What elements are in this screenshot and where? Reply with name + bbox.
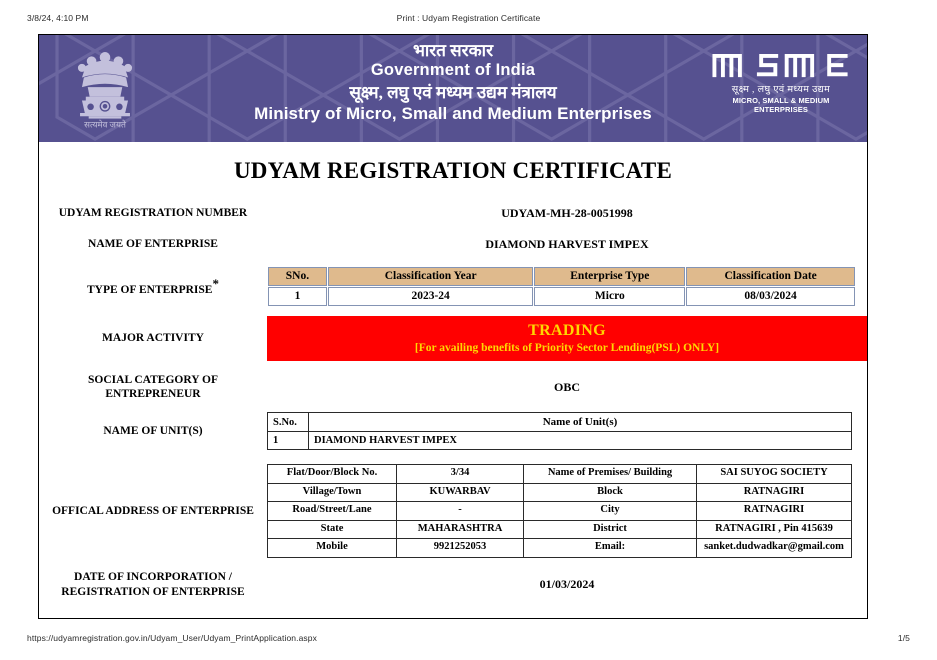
cell-value-state: MAHARASHTRA xyxy=(397,520,524,539)
table-row xyxy=(268,465,852,484)
ministry-english: Ministry of Micro, Small and Medium Enterprises xyxy=(254,103,652,123)
cell-key-email: Email: xyxy=(524,539,697,558)
col-header-unit-sno: S.No. xyxy=(268,413,309,432)
label-major-activity: MAJOR ACTIVITY xyxy=(102,332,204,345)
value-name-of-enterprise: DIAMOND HARVEST IMPEX xyxy=(485,236,649,251)
cell-value-mobile: 9921252053 xyxy=(397,539,524,558)
print-footer-page-number: 1/5 xyxy=(897,633,910,643)
row-official-address xyxy=(39,464,867,558)
msme-logo-hindi: सूक्ष्म , लघु एवं मध्यम उद्यम xyxy=(731,85,831,95)
print-footer-url: https://udyamregistration.gov.in/Udyam_User/Udyam_PrintApplication.aspx xyxy=(27,633,317,643)
msme-wordmark-icon xyxy=(709,46,853,80)
col-header-classification-year: Classification Year xyxy=(328,267,534,286)
print-header xyxy=(0,13,937,25)
value-social-category: OBC xyxy=(553,379,580,394)
ministry-hindi: सूक्ष्म, लघु एवं मध्यम उद्यम मंत्रालय xyxy=(349,82,557,102)
cell-sno: 1 xyxy=(268,287,327,306)
table-row xyxy=(268,287,855,306)
table-row xyxy=(268,539,852,558)
col-header-enterprise-type: Enterprise Type xyxy=(534,267,685,286)
value-official-address xyxy=(267,464,867,558)
row-date-of-incorporation xyxy=(39,570,867,600)
col-header-unit-name: Name of Unit(s) xyxy=(309,413,852,432)
label-name-of-units: NAME OF UNIT(S) xyxy=(103,424,203,437)
cell-value-block: RATNAGIRI xyxy=(697,483,852,502)
gov-india-hindi: भारत सरकार xyxy=(412,41,494,60)
cell-value-premises-building: SAI SUYOG SOCIETY xyxy=(697,465,852,484)
cell-unit-name: DIAMOND HARVEST IMPEX xyxy=(309,432,852,450)
table-row xyxy=(268,432,852,450)
print-footer xyxy=(0,633,937,645)
cell-value-flat-door-block: 3/34 xyxy=(397,465,524,484)
major-activity-banner xyxy=(267,316,867,361)
cell-key-premises-building: Name of Premises/ Building xyxy=(524,465,697,484)
label-name-of-enterprise: NAME OF ENTERPRISE xyxy=(88,237,218,250)
value-type-of-enterprise xyxy=(267,266,867,307)
table-header-row xyxy=(268,267,855,286)
value-major-activity xyxy=(267,316,867,361)
gov-india-english: Government of India xyxy=(370,61,536,79)
units-table xyxy=(267,412,852,450)
label-type-of-enterprise xyxy=(39,276,267,297)
cell-key-village-town: Village/Town xyxy=(268,483,397,502)
row-name-of-enterprise xyxy=(39,234,867,254)
row-social-category xyxy=(39,371,867,403)
table-header-row xyxy=(268,413,852,432)
print-header-date: 3/8/24, 4:10 PM xyxy=(27,13,89,23)
cell-value-city: RATNAGIRI xyxy=(697,502,852,521)
table-row xyxy=(268,483,852,502)
row-name-of-units xyxy=(39,412,867,450)
label-udyam-registration-number: UDYAM REGISTRATION NUMBER xyxy=(58,206,248,219)
certificate-document xyxy=(38,34,868,619)
cell-key-road-street-lane: Road/Street/Lane xyxy=(268,502,397,521)
print-header-title: Print : Udyam Registration Certificate xyxy=(396,13,541,23)
row-udyam-registration-number xyxy=(39,203,867,223)
mandatory-asterisk: * xyxy=(212,275,219,291)
msme-logo xyxy=(709,46,853,114)
major-activity-value: TRADING xyxy=(528,322,606,339)
label-official-address: OFFICAL ADDRESS OF ENTERPRISE xyxy=(52,504,254,517)
table-row xyxy=(268,520,852,539)
cell-classification-year: 2023-24 xyxy=(328,287,534,306)
cell-value-road-street-lane: - xyxy=(397,502,524,521)
cell-classification-date: 08/03/2024 xyxy=(686,287,855,306)
value-date-of-incorporation: 01/03/2024 xyxy=(539,577,595,592)
page-title: UDYAM REGISTRATION CERTIFICATE xyxy=(233,158,672,183)
col-header-classification-date: Classification Date xyxy=(686,267,855,286)
classification-table xyxy=(267,266,856,307)
row-major-activity xyxy=(39,316,867,361)
col-header-sno: SNo. xyxy=(268,267,327,286)
cell-key-district: District xyxy=(524,520,697,539)
row-type-of-enterprise xyxy=(39,266,867,307)
cell-key-flat-door-block: Flat/Door/Block No. xyxy=(268,465,397,484)
value-udyam-registration-number: UDYAM-MH-28-0051998 xyxy=(501,205,633,220)
major-activity-note: [For availing benefits of Priority Sector Lending(PSL) ONLY] xyxy=(414,342,720,354)
emblem-caption: सत्यमेव जयते xyxy=(84,119,126,130)
label-social-category: SOCIAL CATEGORY OF ENTREPRENEUR xyxy=(88,373,218,400)
label-date-of-incorporation: DATE OF INCORPORATION / REGISTRATION OF ENTERPRISE xyxy=(61,570,245,598)
certificate-banner xyxy=(39,35,867,142)
cell-unit-sno: 1 xyxy=(268,432,309,450)
cell-key-block: Block xyxy=(524,483,697,502)
cell-value-district: RATNAGIRI , Pin 415639 xyxy=(697,520,852,539)
cell-enterprise-type: Micro xyxy=(534,287,685,306)
value-name-of-units xyxy=(267,412,867,450)
cell-key-city: City xyxy=(524,502,697,521)
table-row xyxy=(268,502,852,521)
address-table xyxy=(267,464,852,558)
cell-key-state: State xyxy=(268,520,397,539)
cell-key-mobile: Mobile xyxy=(268,539,397,558)
msme-logo-english: MICRO, SMALL & MEDIUM ENTERPRISES xyxy=(732,96,830,114)
cell-value-village-town: KUWARBAV xyxy=(397,483,524,502)
cell-value-email: sanket.dudwadkar@gmail.com xyxy=(697,539,852,558)
label-type-of-enterprise-text: TYPE OF ENTERPRISE xyxy=(87,283,213,296)
